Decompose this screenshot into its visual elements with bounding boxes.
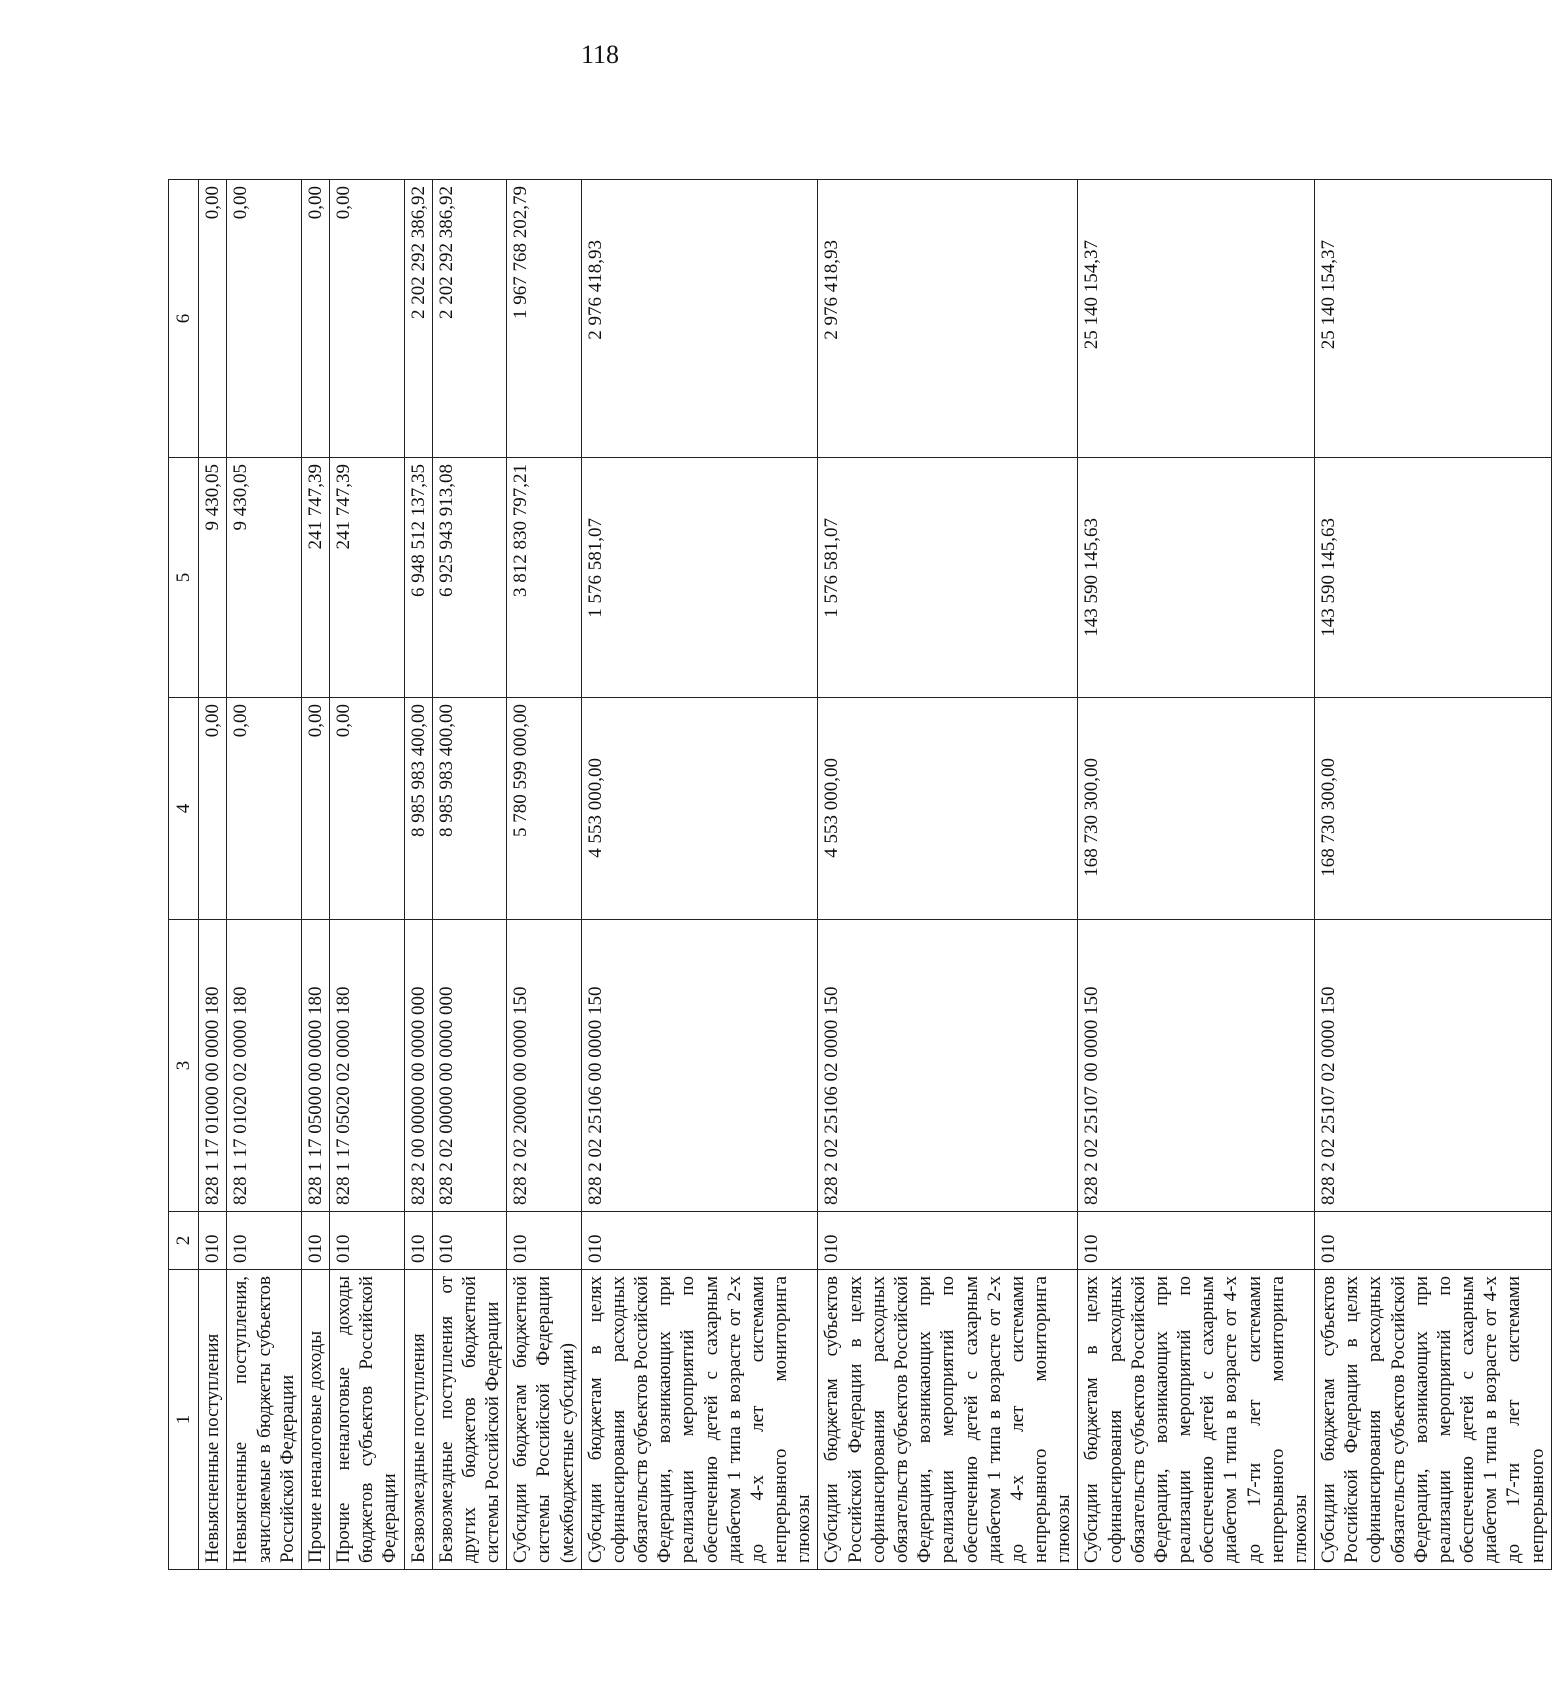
row-value-4: 168 730 300,00 [1078,698,1315,920]
row-name: Субсидии бюджетам субъектов Российской Федерации в целях софинансирования расходных обязательств субъектов Российской Федерации, возникающих при реализации мероприятий по обеспечению детей с сахарным диабетом 1 типа в возрасте от 2-х до 4-х лет системами непрерывного мониторинга глюкозы [818,1270,1078,1570]
page-number: 118 [580,40,620,69]
table-row [301,180,329,1570]
row-kbk: 828 2 02 00000 00 0000 000 [432,920,507,1212]
row-value-5: 241 747,39 [301,458,329,698]
row-value-5: 9 430,05 [199,458,227,698]
table-header-row [169,180,199,1570]
row-code: 010 [432,1212,507,1270]
table-row [432,180,507,1570]
row-name: Прочие неналоговые доходы бюджетов субъектов Российской Федерации [330,1270,405,1570]
row-value-4: 4 553 000,00 [581,698,818,920]
row-value-6: 1 967 768 202,79 [507,180,582,458]
row-kbk: 828 2 02 20000 00 0000 150 [507,920,582,1212]
row-value-6: 0,00 [199,180,227,458]
row-name: Невыясненные поступления, зачисляемые в бюджеты субъектов Российской Федерации [227,1270,302,1570]
row-kbk: 828 1 17 05020 02 0000 180 [330,920,405,1212]
row-value-5: 241 747,39 [330,458,405,698]
row-name: Субсидии бюджетам в целях софинансирования расходных обязательств субъектов Российской Федерации, возникающих при реализации мероприятий по обеспечению детей с сахарным диабетом 1 типа в возрасте от 4-х до 17-ти лет системами непрерывного мониторинга глюкозы [1078,1270,1315,1570]
header-col-6: 6 [169,180,199,458]
row-kbk: 828 2 02 25107 02 0000 150 [1315,920,1552,1212]
table-row [227,180,302,1570]
row-value-6: 2 202 292 386,92 [432,180,507,458]
row-value-6: 2 202 292 386,92 [404,180,432,458]
row-value-4: 0,00 [227,698,302,920]
row-code: 010 [330,1212,405,1270]
row-value-5: 143 590 145,63 [1315,458,1552,698]
row-code: 010 [581,1212,818,1270]
row-value-4: 8 985 983 400,00 [404,698,432,920]
row-value-5: 1 576 581,07 [818,458,1078,698]
row-value-4: 0,00 [301,698,329,920]
row-value-5: 1 576 581,07 [581,458,818,698]
table-row [1315,180,1552,1570]
table-row [404,180,432,1570]
header-col-2: 2 [169,1212,199,1270]
rotated-table-container [168,180,1548,1570]
row-kbk: 828 1 17 01020 02 0000 180 [227,920,302,1212]
row-value-6: 2 976 418,93 [581,180,818,458]
row-value-5: 3 812 830 797,21 [507,458,582,698]
row-kbk: 828 2 00 00000 00 0000 000 [404,920,432,1212]
row-name: Невыясненные поступления [199,1270,227,1570]
revenue-table [168,179,1552,1570]
row-name: Субсидии бюджетам субъектов Российской Федерации в целях софинансирования расходных обязательств субъектов Российской Федерации, возникающих при реализации мероприятий по обеспечению детей с сахарным диабетом 1 типа в возрасте от 4-х до 17-ти лет системами непрерывного [1315,1270,1552,1570]
row-value-4: 0,00 [330,698,405,920]
row-value-6: 25 140 154,37 [1315,180,1552,458]
row-code: 010 [199,1212,227,1270]
row-kbk: 828 2 02 25106 02 0000 150 [818,920,1078,1212]
row-name: Безвозмездные поступления [404,1270,432,1570]
header-col-3: 3 [169,920,199,1212]
table-row [1078,180,1315,1570]
row-value-4: 8 985 983 400,00 [432,698,507,920]
row-value-6: 2 976 418,93 [818,180,1078,458]
table-row [581,180,818,1570]
row-value-6: 0,00 [330,180,405,458]
row-code: 010 [1078,1212,1315,1270]
row-value-5: 143 590 145,63 [1078,458,1315,698]
row-value-4: 4 553 000,00 [818,698,1078,920]
row-code: 010 [404,1212,432,1270]
row-kbk: 828 2 02 25106 00 0000 150 [581,920,818,1212]
table-row [199,180,227,1570]
row-value-4: 168 730 300,00 [1315,698,1552,920]
row-name: Прочие неналоговые доходы [301,1270,329,1570]
row-kbk: 828 1 17 01000 00 0000 180 [199,920,227,1212]
row-value-4: 0,00 [199,698,227,920]
header-col-5: 5 [169,458,199,698]
row-name: Субсидии бюджетам в целях софинансирования расходных обязательств субъектов Российской Федерации, возникающих при реализации мероприятий по обеспечению детей с сахарным диабетом 1 типа в возрасте от 2-х до 4-х лет системами непрерывного мониторинга глюкозы [581,1270,818,1570]
row-kbk: 828 2 02 25107 00 0000 150 [1078,920,1315,1212]
row-value-5: 6 948 512 137,35 [404,458,432,698]
row-code: 010 [301,1212,329,1270]
row-code: 010 [507,1212,582,1270]
row-value-6: 25 140 154,37 [1078,180,1315,458]
row-name: Безвозмездные поступления от других бюджетов бюджетной системы Российской Федерации [432,1270,507,1570]
header-col-1: 1 [169,1270,199,1570]
row-code: 010 [227,1212,302,1270]
row-code: 010 [818,1212,1078,1270]
row-code: 010 [1315,1212,1552,1270]
row-value-5: 9 430,05 [227,458,302,698]
row-value-6: 0,00 [301,180,329,458]
row-value-6: 0,00 [227,180,302,458]
table-row [330,180,405,1570]
header-col-4: 4 [169,698,199,920]
row-name: Субсидии бюджетам бюджетной системы Российской Федерации (межбюджетные субсидии) [507,1270,582,1570]
row-value-4: 5 780 599 000,00 [507,698,582,920]
row-value-5: 6 925 943 913,08 [432,458,507,698]
row-kbk: 828 1 17 05000 00 0000 180 [301,920,329,1212]
table-row [507,180,582,1570]
table-row [818,180,1078,1570]
